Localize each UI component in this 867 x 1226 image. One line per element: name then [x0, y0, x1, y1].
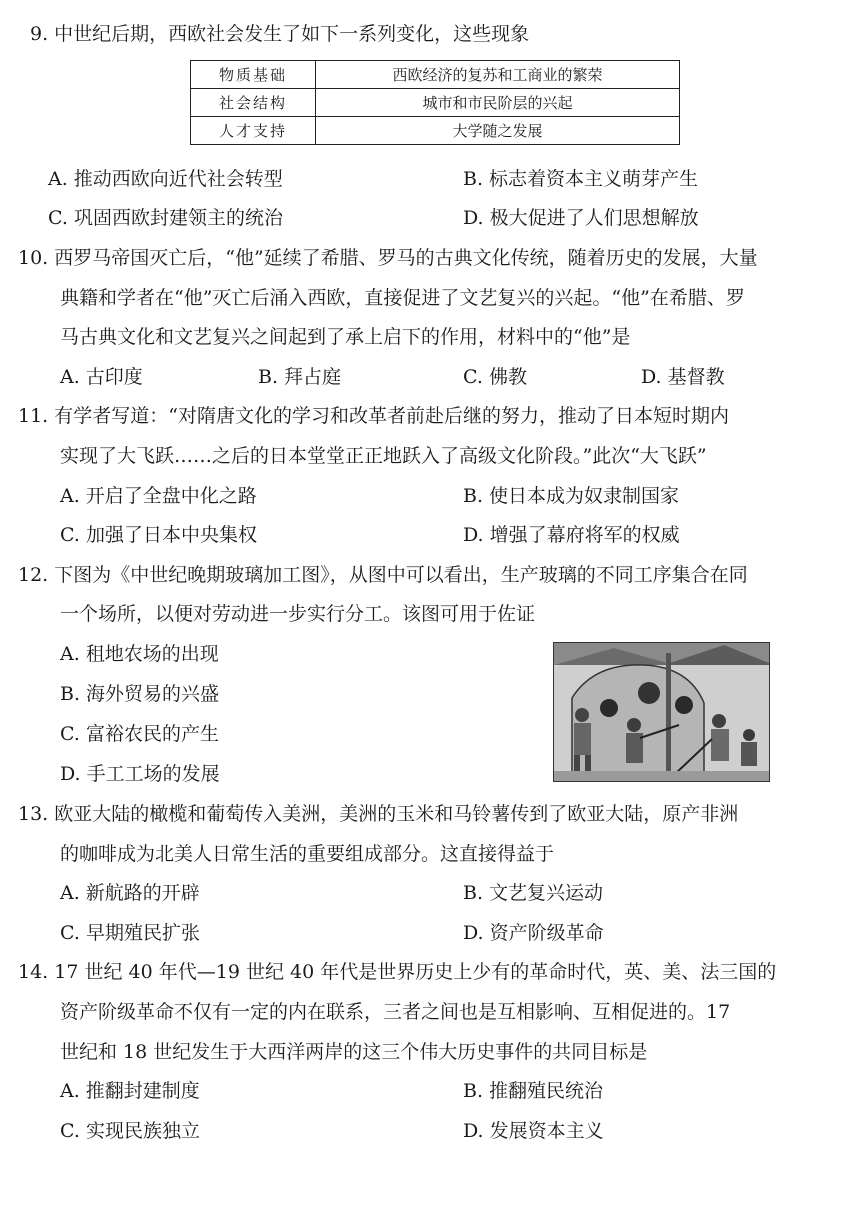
q14-option-a: A. 推翻封建制度 [60, 1080, 200, 1102]
table-cell: 城市和市民阶层的兴起 [316, 89, 680, 117]
q11-option-d: D. 增强了幕府将军的权威 [463, 524, 680, 546]
q9-option-d: D. 极大促进了人们思想解放 [463, 207, 699, 229]
glassworking-drawing [554, 643, 769, 781]
q13-option-b: B. 文艺复兴运动 [463, 882, 604, 904]
q12-option-a: A. 租地农场的出现 [60, 643, 219, 665]
q14-option-d: D. 发展资本主义 [463, 1120, 604, 1142]
q9-option-a: A. 推动西欧向近代社会转型 [48, 168, 283, 190]
q12-option-b: B. 海外贸易的兴盛 [60, 683, 220, 705]
q11-option-b: B. 使日本成为奴隶制国家 [463, 485, 680, 507]
q14-stem-line-2: 资产阶级革命不仅有一定的内在联系，三者之间也是互相影响、互相促进的。17 [60, 1001, 731, 1023]
glassworking-illustration [553, 642, 770, 782]
q10-option-a: A. 古印度 [60, 366, 143, 388]
table-row [191, 61, 680, 89]
table-cell: 物质基础 [191, 61, 316, 89]
q9-table [190, 60, 680, 145]
q14-stem-line-1: 14. 17 世纪 40 年代—19 世纪 40 年代是世界历史上少有的革命时代，英、美、法三国的 [18, 961, 777, 983]
q12-option-c: C. 富裕农民的产生 [60, 723, 219, 745]
table-cell: 人才支持 [191, 117, 316, 145]
q14-option-b: B. 推翻殖民统治 [463, 1080, 604, 1102]
q13-option-c: C. 早期殖民扩张 [60, 922, 200, 944]
q9-option-b: B. 标志着资本主义萌芽产生 [463, 168, 699, 190]
q12-option-d: D. 手工工场的发展 [60, 763, 220, 785]
table-cell: 大学随之发展 [316, 117, 680, 145]
table-cell: 西欧经济的复苏和工商业的繁荣 [316, 61, 680, 89]
table-row [191, 117, 680, 145]
q11-option-c: C. 加强了日本中央集权 [60, 524, 257, 546]
q9-option-c: C. 巩固西欧封建领主的统治 [48, 207, 283, 229]
q13-stem-line-2: 的咖啡成为北美人日常生活的重要组成部分。这直接得益于 [60, 843, 555, 865]
q9-stem-line-1: 9. 中世纪后期，西欧社会发生了如下一系列变化，这些现象 [30, 23, 530, 45]
q13-option-a: A. 新航路的开辟 [60, 882, 200, 904]
q12-stem-line-1: 12. 下图为《中世纪晚期玻璃加工图》，从图中可以看出，生产玻璃的不同工序集合在同 [18, 564, 748, 586]
q10-option-c: C. 佛教 [463, 366, 527, 388]
q10-stem-line-3: 马古典文化和文艺复兴之间起到了承上启下的作用，材料中的“他”是 [60, 326, 631, 348]
q13-option-d: D. 资产阶级革命 [463, 922, 604, 944]
q13-stem-line-1: 13. 欧亚大陆的橄榄和葡萄传入美洲，美洲的玉米和马铃薯传到了欧亚大陆，原产非洲 [18, 803, 739, 825]
q14-option-c: C. 实现民族独立 [60, 1120, 200, 1142]
q10-option-d: D. 基督教 [641, 366, 725, 388]
q14-stem-line-3: 世纪和 18 世纪发生于大西洋两岸的这三个伟大历史事件的共同目标是 [60, 1041, 648, 1063]
table-row [191, 89, 680, 117]
table-cell: 社会结构 [191, 89, 316, 117]
q11-stem-line-1: 11. 有学者写道：“对隋唐文化的学习和改革者前赴后继的努力，推动了日本短时期内 [18, 405, 729, 427]
q11-stem-line-2: 实现了大飞跃……之后的日本堂堂正正地跃入了高级文化阶段。”此次“大飞跃” [60, 445, 707, 467]
q10-stem-line-1: 10. 西罗马帝国灭亡后，“他”延续了希腊、罗马的古典文化传统，随着历史的发展，大量 [18, 247, 758, 269]
q11-option-a: A. 开启了全盘中化之路 [60, 485, 257, 507]
q10-option-b: B. 拜占庭 [258, 366, 342, 388]
q12-stem-line-2: 一个场所，以便对劳动进一步实行分工。该图可用于佐证 [60, 603, 536, 625]
q10-stem-line-2: 典籍和学者在“他”灭亡后涌入西欧，直接促进了文艺复兴的兴起。“他”在希腊、罗 [60, 287, 745, 309]
